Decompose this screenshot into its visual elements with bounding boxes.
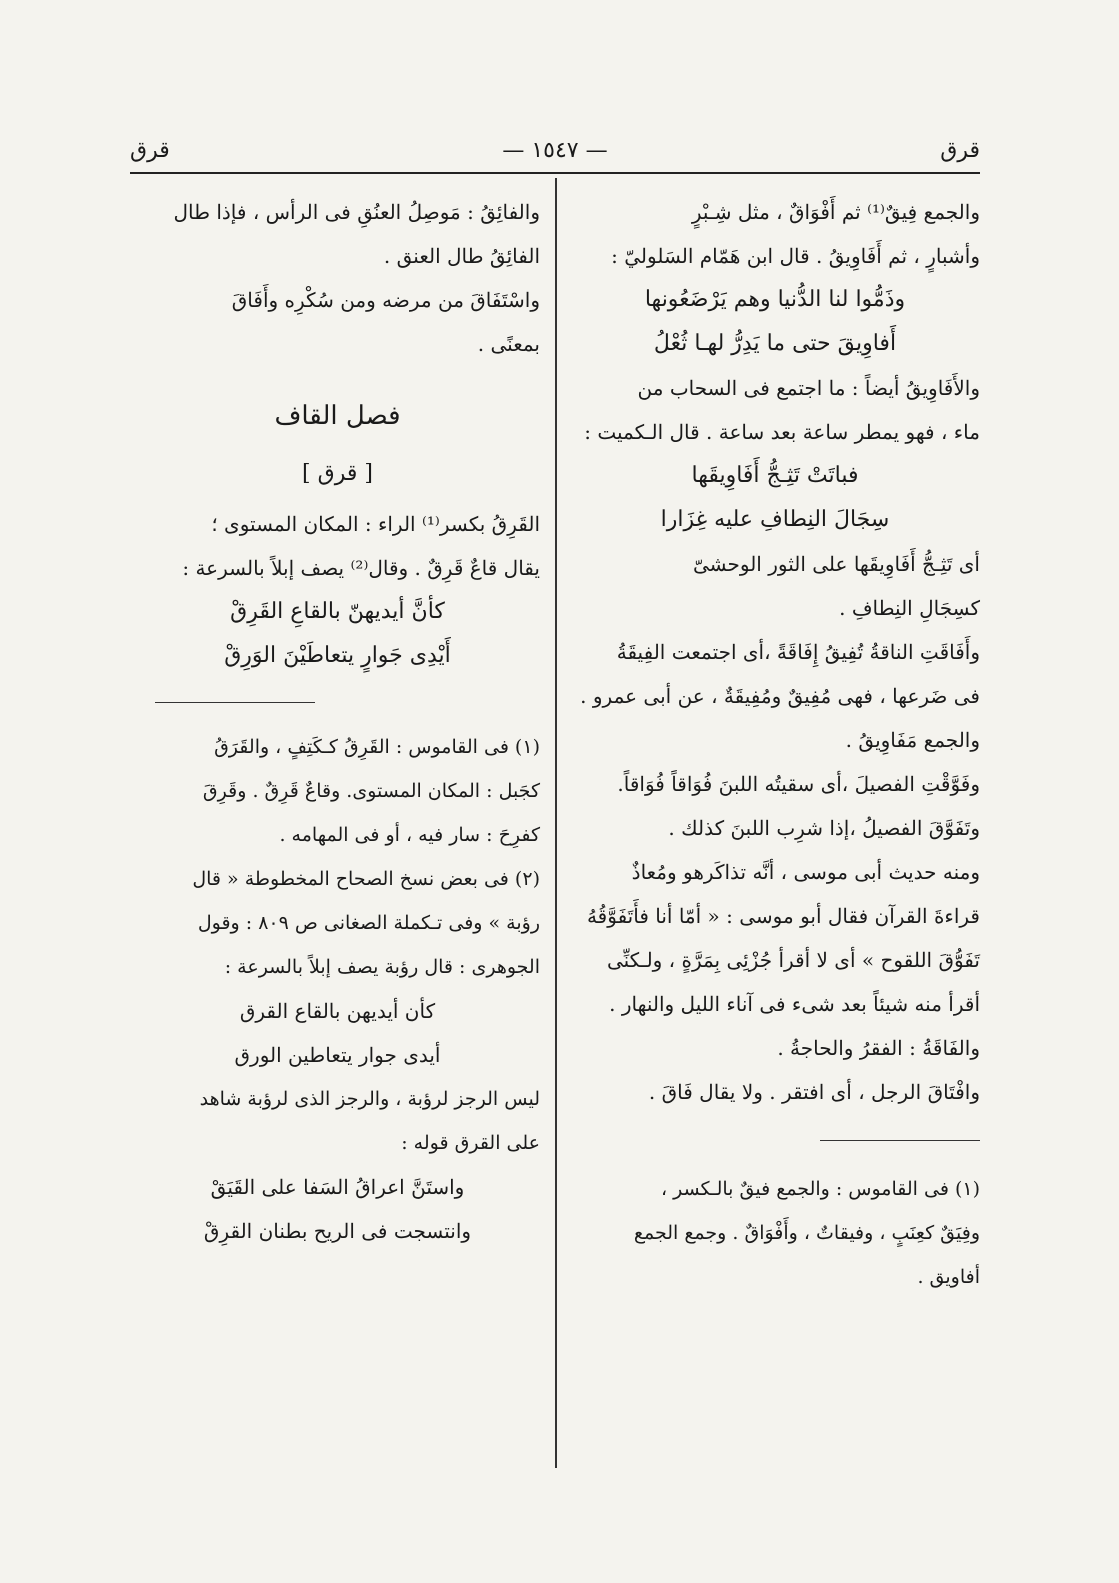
footnote-line: رؤبة » وفى تـكملة الصغانى ص ٨٠٩ : وقول	[197, 912, 540, 934]
text-line: الفائِقُ طال العنق .	[383, 244, 540, 268]
text-line: وأشبارٍ ، ثم أَفَاوِيقُ . قال ابن هَمّام السَلوليّ :	[611, 244, 980, 268]
footnote-line: على القرق قوله :	[401, 1132, 540, 1154]
column-divider	[555, 178, 557, 1468]
text-line: فى ضَرعها ، فهى مُفِيقٌ ومُفِيقَةٌ ، عن أبى عمرو .	[580, 684, 980, 708]
text-line: والجمع مَفَاوِيقُ .	[845, 728, 980, 752]
verse-line: أَيْدِى جَوارٍ يتعاطَيْنَ الوَرِقْ	[224, 643, 451, 668]
header-left-word: قرق	[130, 138, 170, 163]
entry-heading: [ قرق ]	[302, 461, 373, 486]
text-line: يقال قاعٌ قَرِقٌ . وقال⁽²⁾ يصف إبلاً بالسرعة :	[182, 556, 540, 580]
footnote-line: كجَبل : المكان المستوى. وقاعٌ قَرِقٌ . وقَرِقَ	[202, 780, 540, 802]
page-number: — ١٥٤٧ —	[502, 138, 608, 163]
footnote-rule	[820, 1140, 980, 1141]
verse-line: وذَمُّوا لنا الدُّنيا وهم يَرْضَعُونها	[644, 287, 906, 312]
footnote-verse-line: كأن أيديهن بالقاع القرق	[239, 999, 436, 1023]
text-line: أقرأ منه شيئاً بعد شىء فى آناء الليل والنهار .	[609, 992, 980, 1016]
footnote-line: (١) فى القاموس : والجمع فيقٌ بالـكسر ،	[660, 1178, 980, 1200]
left-column	[135, 190, 540, 1253]
text-line: تَفَوُّقَ اللقوح » أى لا أقرأ جُزْئِى بِمَرَّةٍ ، ولـكنِّى	[606, 948, 980, 972]
header-right-word: قرق	[940, 138, 980, 163]
footnote-verse-line: واستَنَّ اعراقُ السَفا على القَيَقْ	[210, 1175, 465, 1199]
text-line: وافْتَاقَ الرجل ، أى افتقر . ولا يقال فَاقَ .	[648, 1080, 980, 1104]
footnote-line: أفاويق .	[917, 1266, 980, 1288]
text-line: والفَاقَةُ : الفقرُ والحاجةُ .	[777, 1036, 980, 1060]
section-title: فصل القاف	[274, 401, 401, 431]
text-line: ماء ، فهو يمطر ساعة بعد ساعة . قال الـكميت :	[584, 420, 980, 444]
right-column	[570, 190, 980, 1299]
text-line: والجمع فِيقٌ⁽¹⁾ ثم أَفْوَاقٌ ، مثل شِـبْرٍ	[691, 200, 980, 224]
footnote-verse-line: أيدى جوار يتعاطين الورق	[234, 1043, 441, 1067]
footnote-rule	[155, 702, 315, 703]
footnote-line: ليس الرجز لرؤبة ، والرجز الذى لرؤبة شاهد	[199, 1088, 540, 1110]
text-line: ومنه حديث أبى موسى ، أنَّه تذاكَرهو ومُعاذٌ	[631, 860, 980, 884]
text-line: والفائِقُ : مَوصِلُ العنُقِ فى الرأس ، فإذا طال	[173, 200, 540, 224]
text-line: كسِجَالِ النِطافِ .	[839, 596, 980, 620]
text-line: والأَفَاوِيقُ أيضاً : ما اجتمع فى السحاب من	[637, 376, 980, 400]
header-rule	[130, 172, 980, 174]
text-line: وتَفَوَّقَ الفصيلُ ،إذا شرِب اللبنَ كذلك .	[668, 816, 980, 840]
verse-line: كأنَّ أيديهنّ بالقاعِ القَرِقْ	[230, 599, 445, 624]
verse-line: فباتَتْ تَثِـجُّ أَفَاوِيقَها	[691, 463, 859, 488]
footnote-line: (١) فى القاموس : القَرِقُ كـكَتِفٍ ، والقَرَقُ	[214, 736, 540, 758]
text-line: وأَفَاقَتِ الناقةُ تُفِيقُ إِفَاقَةً ،أى اجتمعت الفِيقَةُ	[616, 640, 980, 664]
text-line: بمعنًى .	[477, 332, 540, 356]
text-line: القَرِقُ بكسر⁽¹⁾ الراء : المكان المستوى ؛	[211, 512, 540, 536]
footnote-line: وفِيَقٌ كعِنَبٍ ، وفيقاتٌ ، وأَفْوَاقٌ . وجمع الجمع	[633, 1222, 980, 1244]
text-line: وفَوَّقْتِ الفصيلَ ،أى سقيتُه اللبنَ فُوَاقاً فُوَاقاً.	[617, 772, 980, 796]
footnote-line: (٢) فى بعض نسخ الصحاح المخطوطة « قال	[192, 868, 540, 890]
footnote-line: كفرِحَ : سار فيه ، أو فى المهامه .	[279, 824, 540, 846]
text-line: أى تَثِـجُّ أَفَاوِيقَها على الثور الوحشىّ	[693, 552, 980, 576]
footnote-verse-line: وانتسجت فى الريح بطنان القرِقْ	[203, 1219, 472, 1243]
text-line: قراءةَ القرآن فقال أبو موسى : « أمّا أنا فأَتَفَوَّقُهُ	[586, 904, 980, 928]
footnote-line: الجوهرى : قال رؤبة يصف إبلاً بالسرعة :	[224, 956, 540, 978]
verse-line: سِجَالَ النِطافِ عليه غِزَارا	[660, 507, 890, 532]
page-header	[130, 138, 980, 168]
verse-line: أَفاوِيقَ حتى ما يَدِرُّ لهـا ثُعْلُ	[653, 331, 897, 356]
text-line: واسْتَفَاقَ من مرضه ومن سُكْرِه وأَفَاقَ	[231, 288, 540, 312]
